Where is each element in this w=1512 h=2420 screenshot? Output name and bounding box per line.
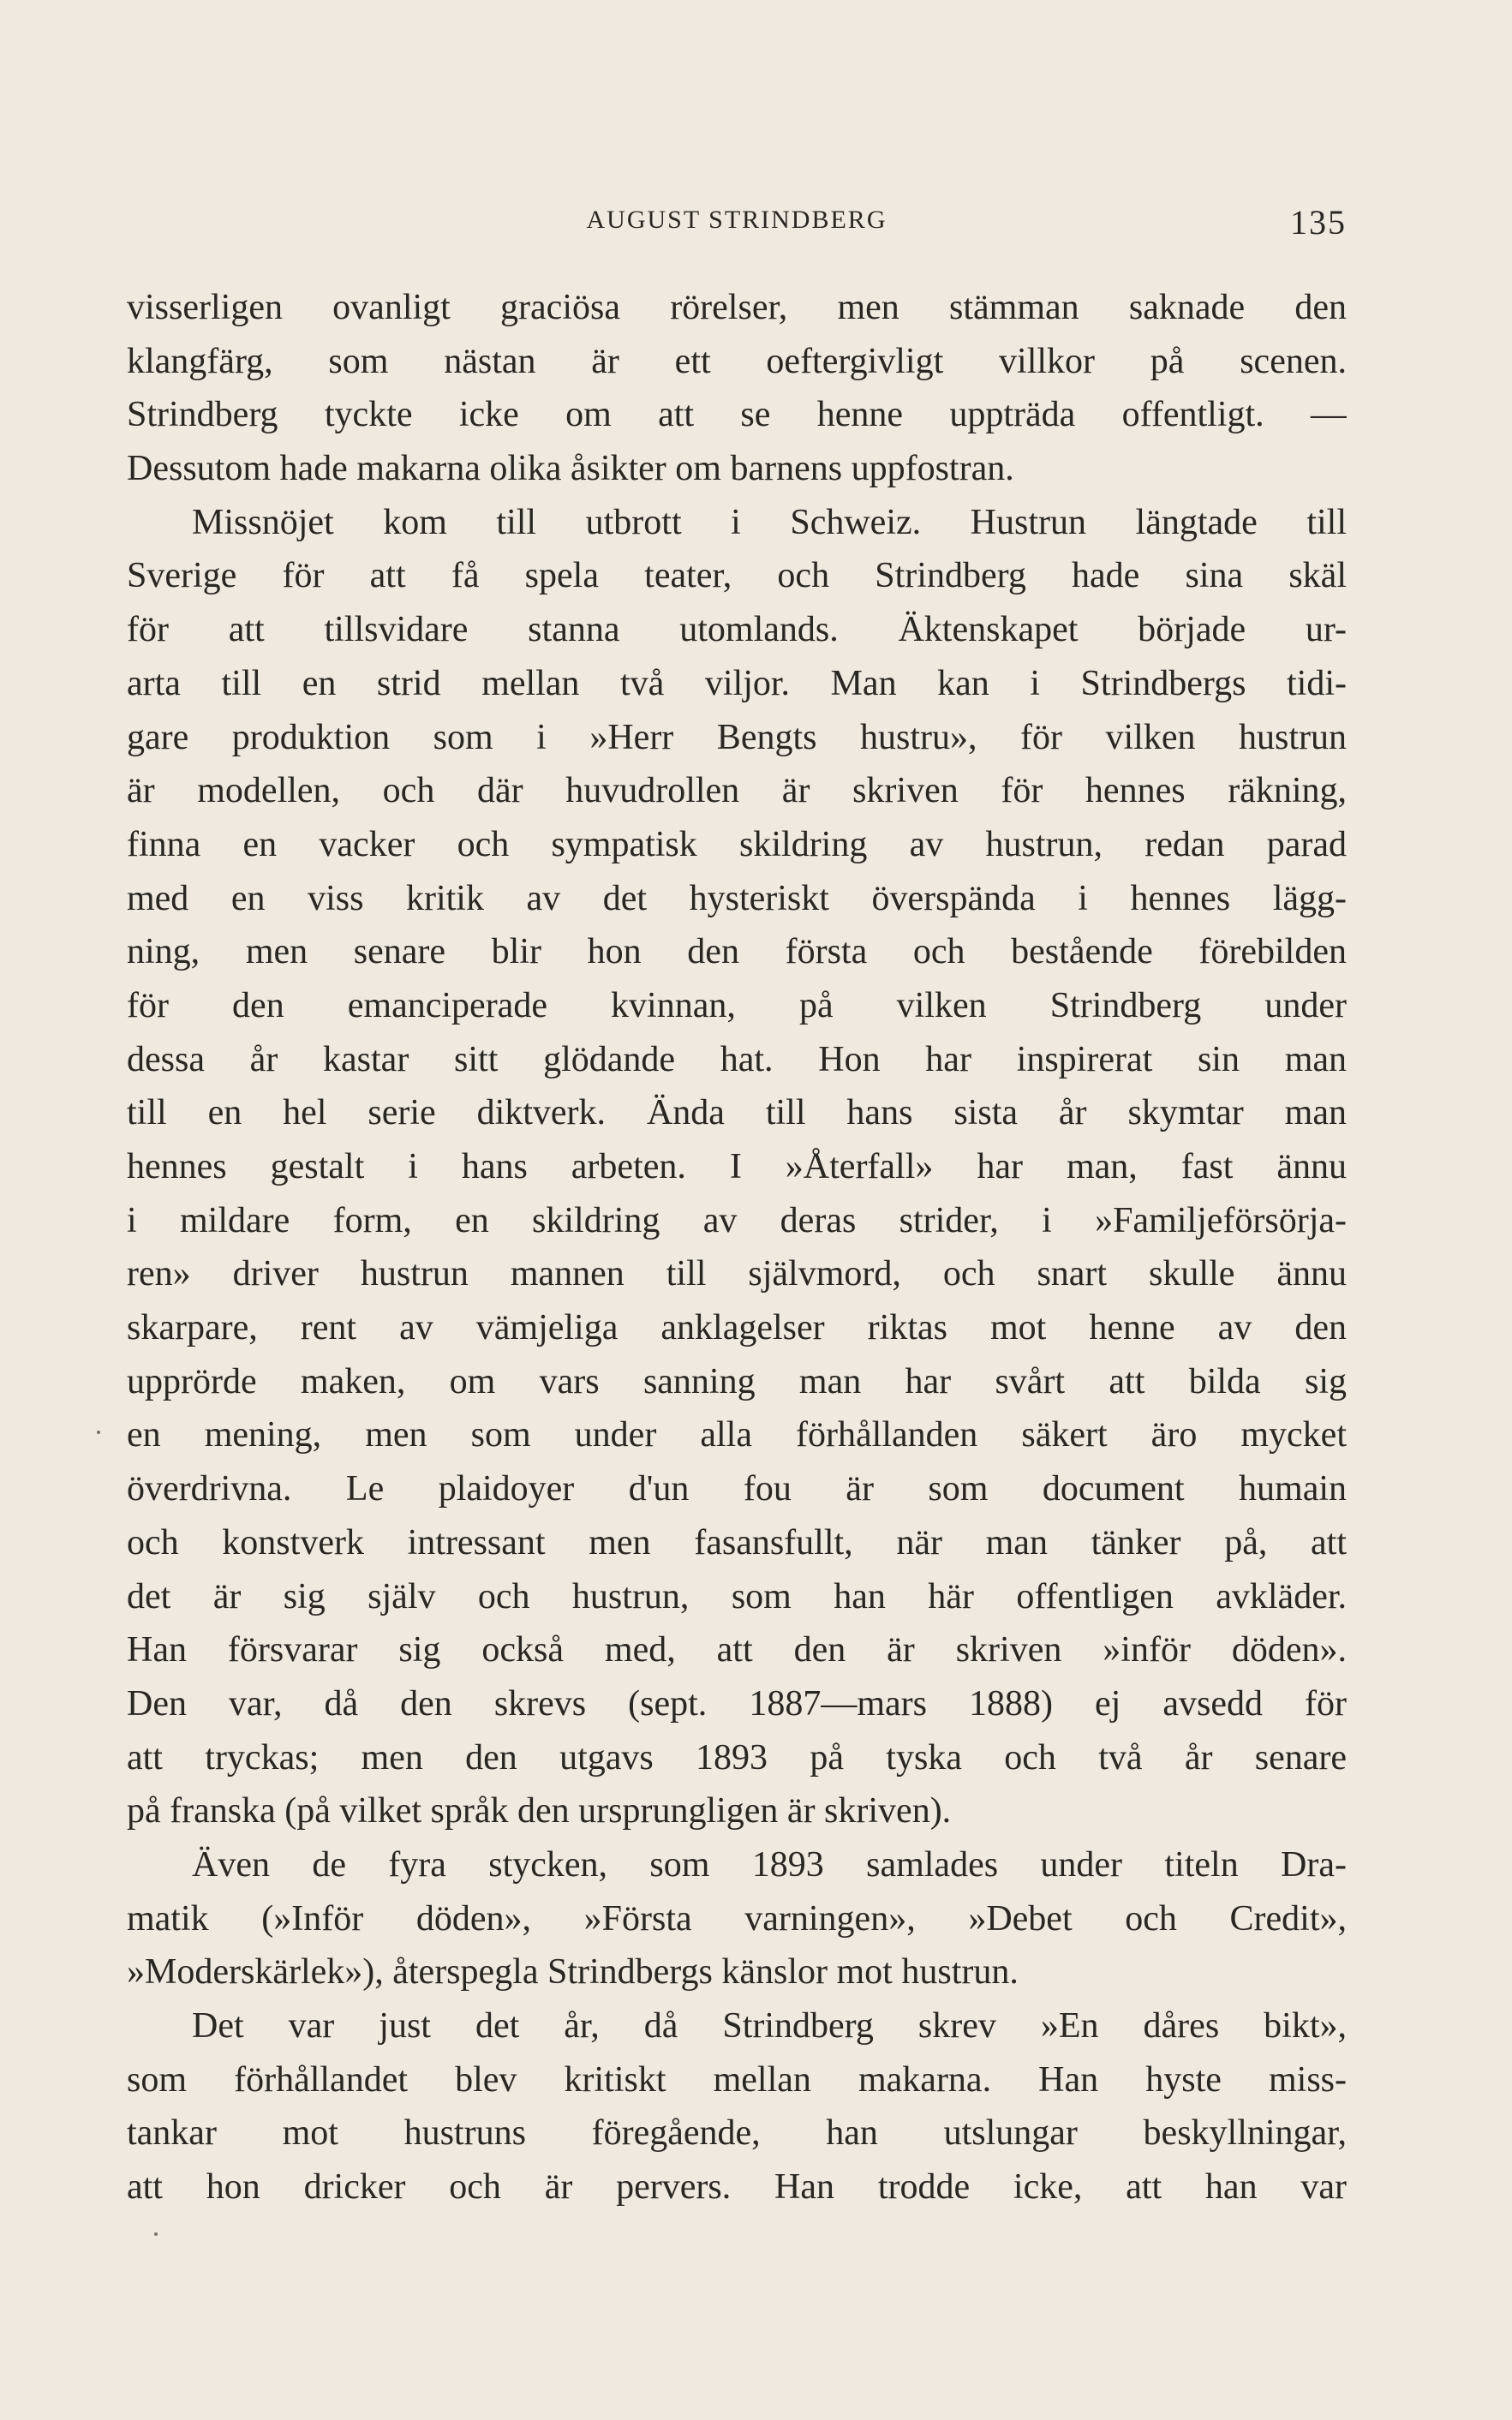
text-line: Dessutom hade makarna olika åsikter om barnens uppfostran. (127, 449, 1014, 489)
page-number: 135 (1290, 203, 1347, 242)
text-line: gare produktion som i »Herr Bengts hustru», för vilken hustrun (127, 717, 1347, 757)
text-line: att tryckas; men den utgavs 1893 på tyska och två år senare (127, 1737, 1347, 1778)
text-line: med en viss kritik av det hysteriskt överspända i hennes lägg- (127, 878, 1347, 918)
text-line: Den var, då den skrevs (sept. 1887—mars 1888) ej avsedd för (127, 1683, 1347, 1724)
text-line: ren» driver hustrun mannen till självmord, och snart skulle ännu (127, 1254, 1347, 1294)
text-line: är modellen, och där huvudrollen är skriven för hennes räkning, (127, 771, 1347, 811)
text-line: överdrivna. Le plaidoyer d'un fou är som document humain (127, 1469, 1347, 1509)
text-line: hennes gestalt i hans arbeten. I »Återfall» har man, fast ännu (127, 1147, 1347, 1186)
paper-speck (97, 1431, 100, 1434)
text-line: Missnöjet kom till utbrott i Schweiz. Hustrun längtade till (192, 502, 1347, 542)
text-line: i mildare form, en skildring av deras strider, i »Familjeförsörja- (127, 1200, 1347, 1240)
text-line: visserligen ovanligt graciösa rörelser, men stämman saknade den (127, 288, 1347, 327)
text-line: på franska (på vilket språk den ursprungligen är skriven). (127, 1791, 952, 1831)
text-line: upprörde maken, om vars sanning man har svårt att bilda sig (127, 1361, 1347, 1401)
text-line: till en hel serie diktverk. Ända till hans sista år skymtar man (127, 1093, 1347, 1133)
running-head (127, 202, 1347, 243)
text-line: »Moderskärlek»), återspegla Strindbergs känslor mot hustrun. (127, 1952, 1019, 1993)
text-line: matik (»Inför döden», »Första varningen», »Debet och Credit», (127, 1898, 1347, 1939)
text-line: och konstverk intressant men fasansfullt, när man tänker på, att (127, 1522, 1347, 1563)
text-line: ning, men senare blir hon den första och bestående förebilden (127, 932, 1347, 972)
text-line: tankar mot hustruns föregående, han utslungar beskyllningar, (127, 2113, 1347, 2154)
text-line: finna en vacker och sympatisk skildring av hustrun, redan parad (127, 824, 1347, 864)
text-line: Han försvarar sig också med, att den är skriven »inför döden». (127, 1630, 1347, 1670)
text-line: Sverige för att få spela teater, och Strindberg hade sina skäl (127, 556, 1347, 596)
text-line: skarpare, rent av vämjeliga anklagelser riktas mot henne av den (127, 1308, 1347, 1348)
running-head-title: AUGUST STRINDBERG (586, 206, 887, 234)
text-line: för att tillsvidare stanna utomlands. Äktenskapet började ur- (127, 610, 1347, 650)
paper-speck (154, 2232, 158, 2236)
text-line: Även de fyra stycken, som 1893 samlades under titeln Dra- (192, 1844, 1347, 1885)
text-line: Det var just det år, då Strindberg skrev »En dåres bikt», (192, 2006, 1347, 2046)
text-line: att hon dricker och är pervers. Han trodde icke, att han var (127, 2167, 1347, 2208)
text-line: det är sig själv och hustrun, som han här offentligen avkläder. (127, 1576, 1347, 1616)
text-line: Strindberg tyckte icke om att se henne uppträda offentligt. — (127, 395, 1347, 435)
text-line: för den emanciperade kvinnan, på vilken Strindberg under (127, 985, 1347, 1025)
text-line: som förhållandet blev kritiskt mellan makarna. Han hyste miss- (127, 2059, 1347, 2100)
text-line: klangfärg, som nästan är ett oeftergivligt villkor på scenen. (127, 341, 1347, 381)
body-text (127, 281, 1347, 2214)
text-line: en mening, men som under alla förhållanden säkert äro mycket (127, 1415, 1347, 1455)
text-line: dessa år kastar sitt glödande hat. Hon har inspirerat sin man (127, 1039, 1347, 1079)
text-line: arta till en strid mellan två viljor. Man kan i Strindbergs tidi- (127, 663, 1347, 703)
